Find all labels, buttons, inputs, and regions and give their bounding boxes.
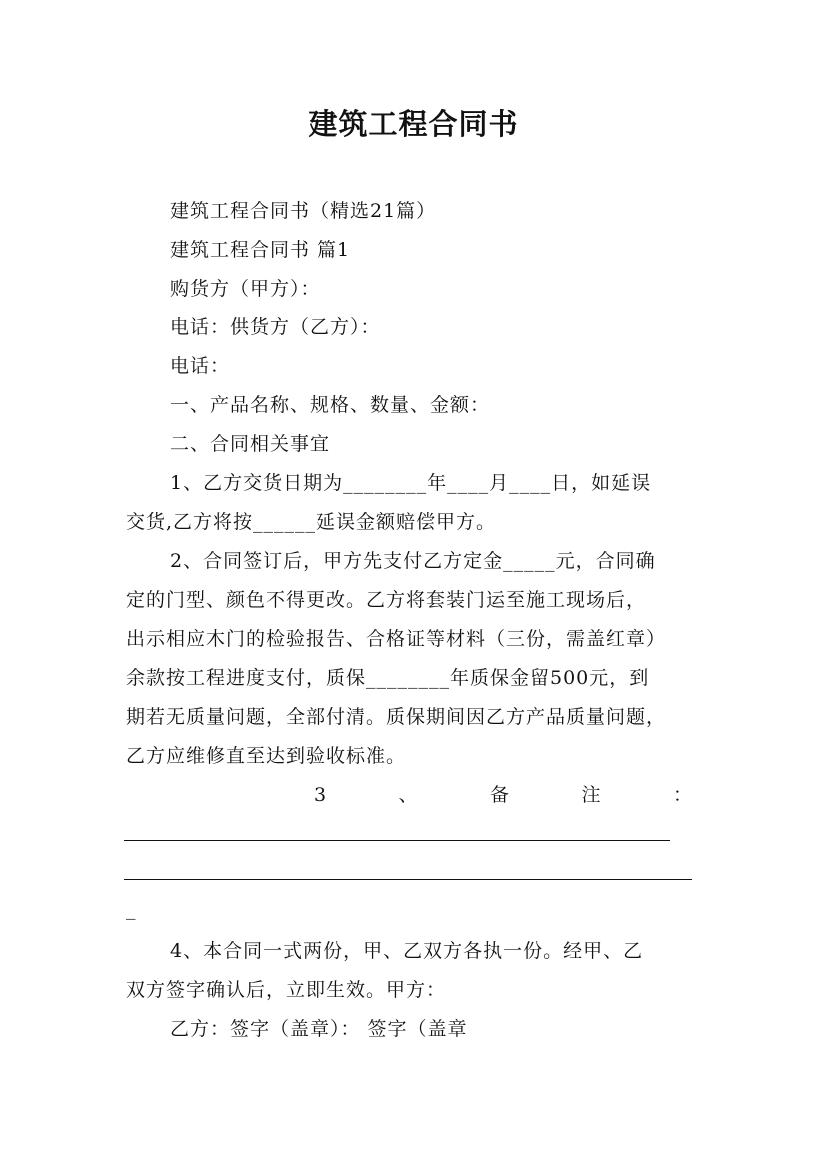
paragraph-4-line-1: 4、本合同一式两份，甲、乙双方各执一份。经甲、乙 <box>170 940 644 962</box>
page-title: 建筑工程合同书 <box>308 107 519 141</box>
paragraph-2-line-1: 2、合同签订后，甲方先支付乙方定金_____元，合同确 <box>170 550 656 572</box>
remark-trailing-underscore: _ <box>126 898 137 920</box>
subtitle-line: 建筑工程合同书（精选21篇） <box>170 200 437 222</box>
remark-char: ： <box>672 784 692 806</box>
signature-line: 乙方：签字（盖章）： 签字（盖章 <box>170 1018 468 1040</box>
supplier-line: 电话：供货方（乙方）： <box>170 316 381 338</box>
paragraph-2-line-3: 出示相应木门的检验报告、合格证等材料（三份，需盖红章） <box>126 628 667 650</box>
remark-blank-line <box>124 879 692 880</box>
phone-line: 电话： <box>170 355 231 377</box>
paragraph-4-line-2: 双方签字确认后，立即生效。甲方： <box>126 979 447 1001</box>
buyer-line: 购货方（甲方）： <box>170 278 321 300</box>
remark-char: 3 <box>314 784 327 806</box>
remark-char: 备 <box>490 784 510 806</box>
paragraph-2-line-6: 乙方应维修直至达到验收标准。 <box>126 745 407 767</box>
paragraph-2-line-4: 余款按工程进度支付，质保________年质保金留500元，到 <box>126 667 650 689</box>
paragraph-1-line-1: 1、乙方交货日期为________年____月____日，如延误 <box>170 472 652 494</box>
paragraph-1-line-2: 交货,乙方将按______延误金额赔偿甲方。 <box>126 511 497 533</box>
clause-1-heading: 一、产品名称、规格、数量、金额： <box>170 394 491 416</box>
remark-heading <box>126 786 692 805</box>
clause-2-heading: 二、合同相关事宜 <box>170 433 331 455</box>
remark-blank-line <box>124 840 670 841</box>
paragraph-2-line-5: 期若无质量问题，全部付清。质保期间因乙方产品质量问题， <box>126 706 667 728</box>
remark-char: 注 <box>581 784 601 806</box>
remark-char: 、 <box>398 784 418 806</box>
section-heading: 建筑工程合同书 篇1 <box>170 239 351 261</box>
paragraph-2-line-2: 定的门型、颜色不得更改。乙方将套装门运至施工现场后， <box>126 589 647 611</box>
